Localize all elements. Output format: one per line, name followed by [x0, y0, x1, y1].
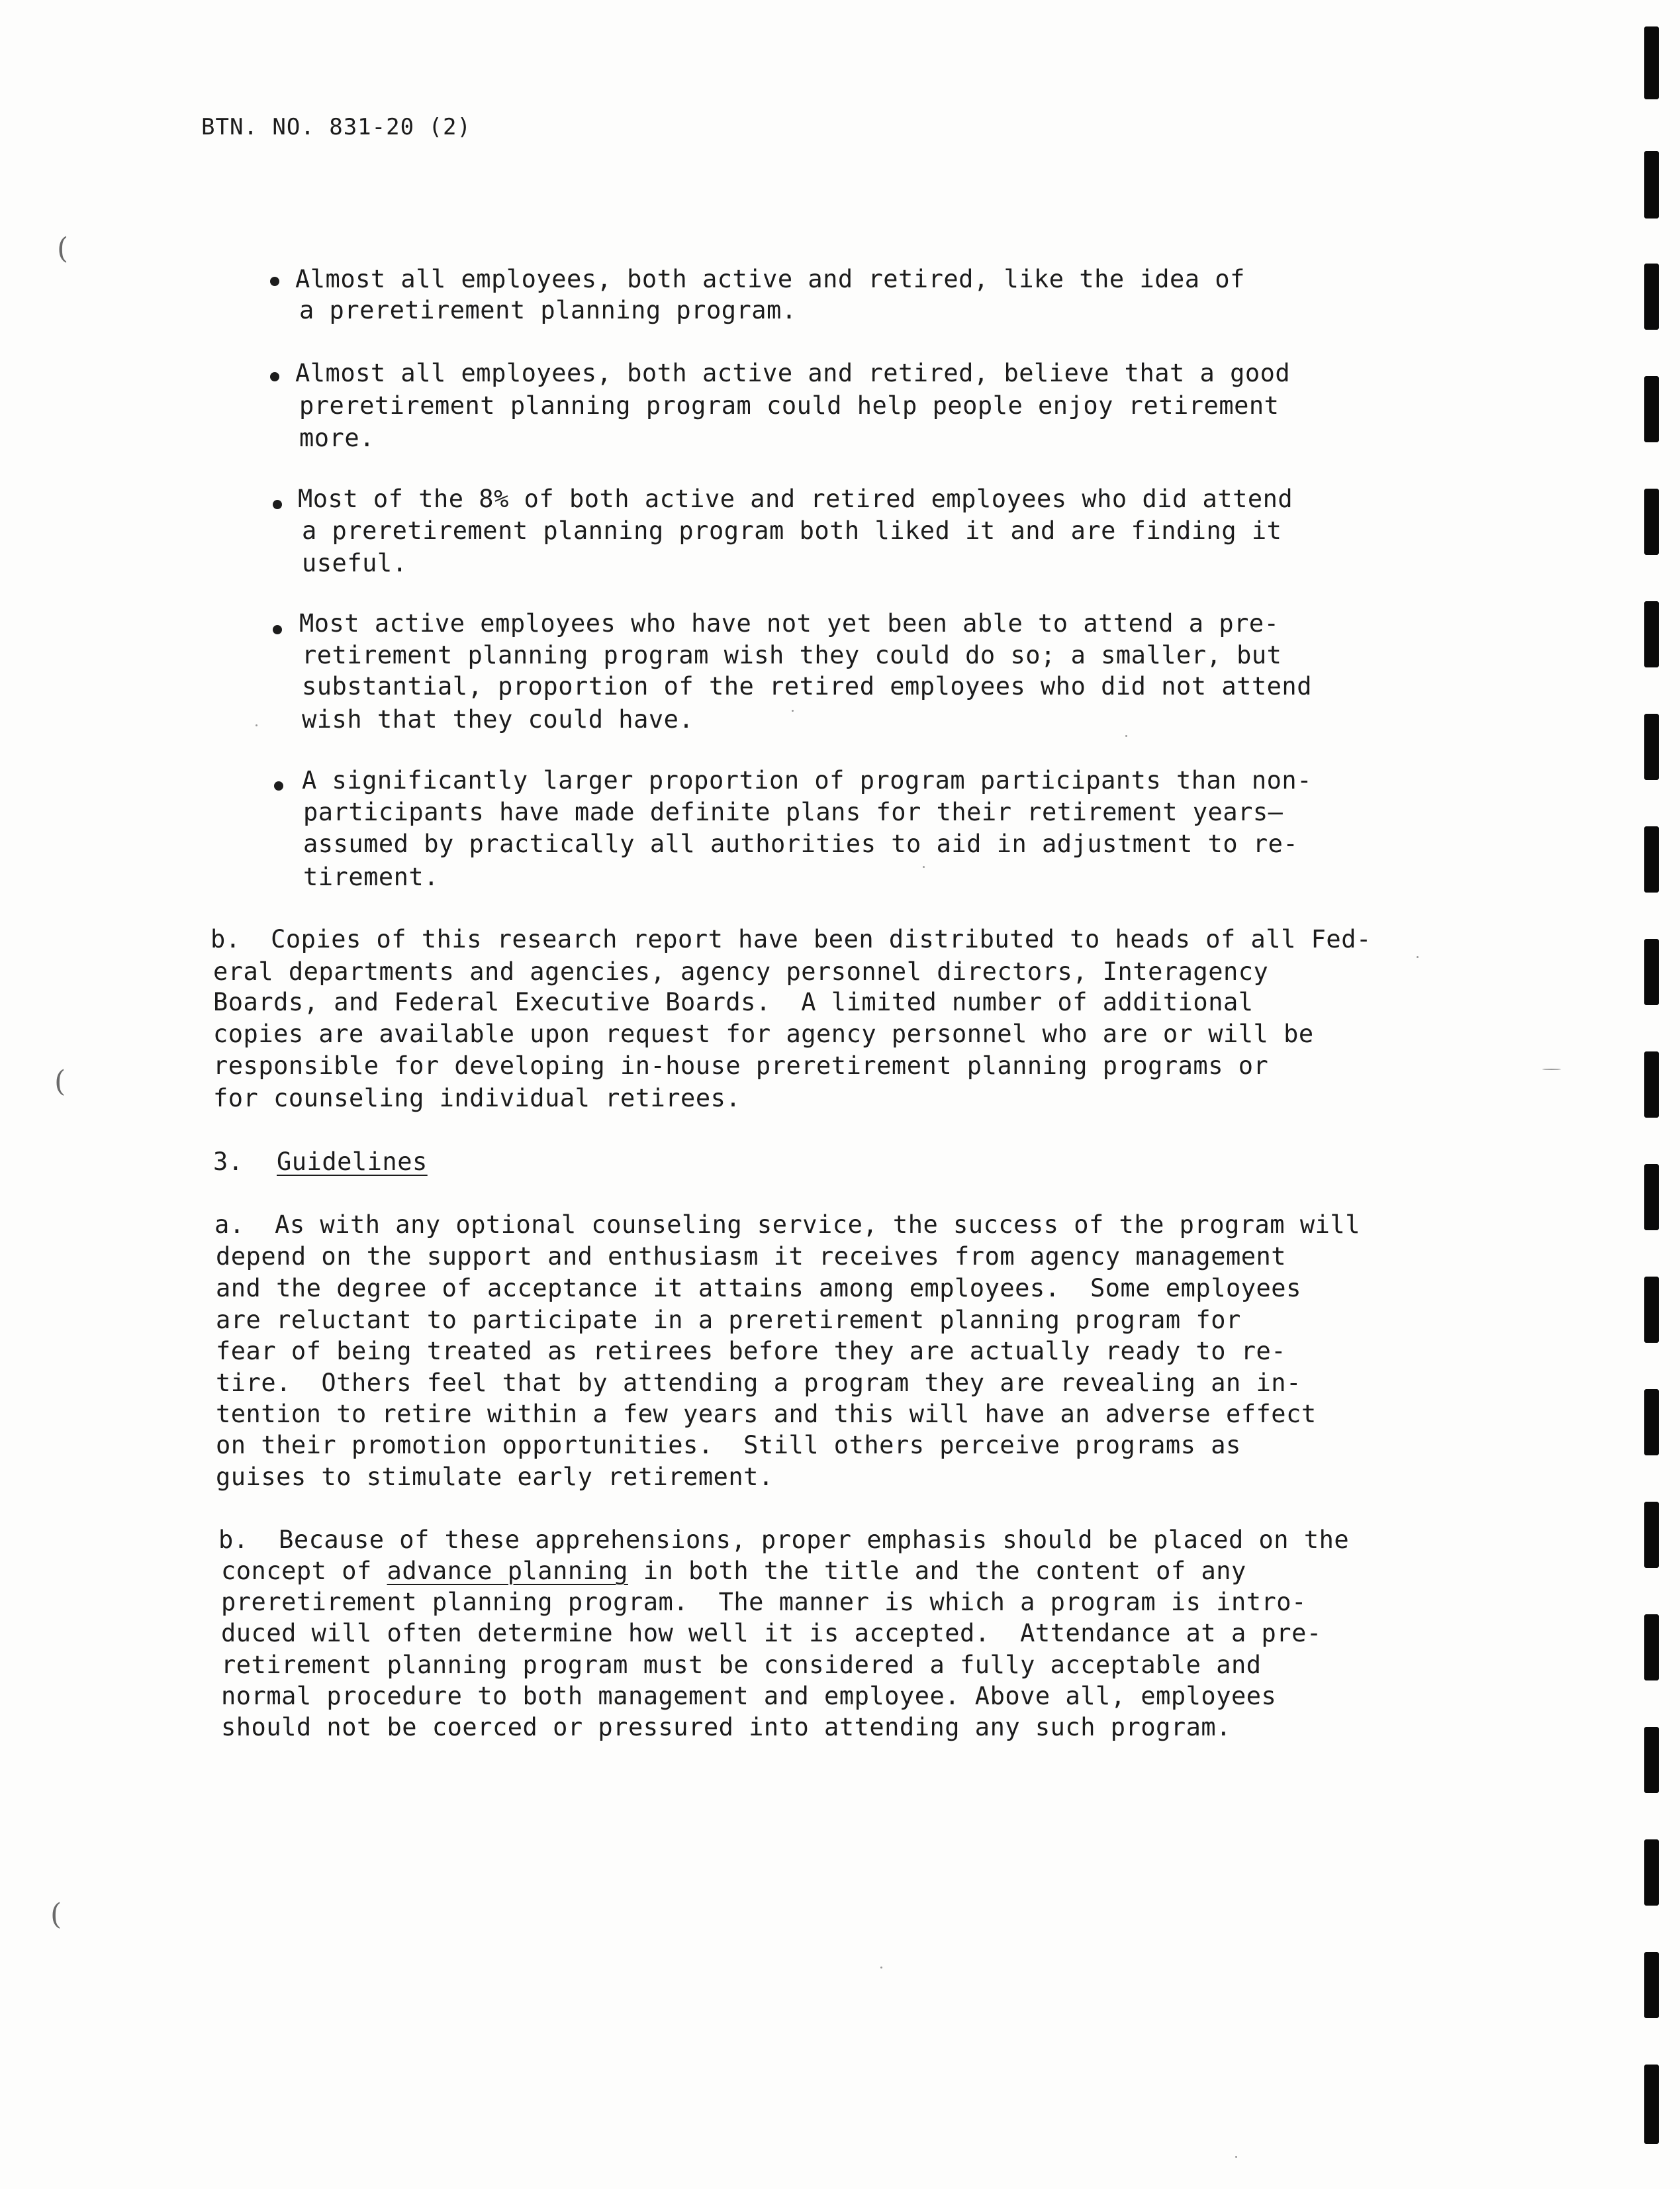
para-b-line-4: copies are available upon request for agency personnel who are or will be	[213, 1020, 1314, 1048]
bullet-2-line-3: more.	[299, 424, 375, 452]
bullet-4-line-4: wish that they could have.	[302, 705, 694, 734]
para-3b-line-3: preretirement planning program. The manner is which a program is intro-	[221, 1588, 1307, 1616]
section-title: Guidelines	[277, 1147, 428, 1176]
scan-speck	[1125, 735, 1127, 737]
scan-speck	[923, 866, 925, 868]
bullet-marker	[273, 625, 282, 634]
para-3a-line-1: a. As with any optional counseling service, the success of the program will	[214, 1210, 1360, 1239]
para-b-line-3: Boards, and Federal Executive Boards. A limited number of additional	[213, 988, 1254, 1016]
bullet-1-line-1: Almost all employees, both active and retired, like the idea of	[295, 265, 1245, 293]
binding-mark	[1644, 151, 1659, 219]
binding-mark	[1644, 939, 1659, 1005]
bullet-5-line-4: tirement.	[303, 863, 439, 891]
binding-mark	[1644, 826, 1659, 893]
bullet-1-line-2: a preretirement planning program.	[299, 296, 797, 324]
binding-mark	[1644, 264, 1659, 330]
bullet-4-line-2: retirement planning program wish they could do so; a smaller, but	[302, 641, 1282, 669]
punch-hole-shadow: (	[50, 1898, 62, 1931]
scan-speck	[792, 710, 794, 712]
advance-planning-emphasis: advance planning	[387, 1557, 628, 1585]
binding-mark	[1644, 1839, 1659, 1906]
para-3b-line-7: should not be coerced or pressured into attending any such program.	[221, 1713, 1231, 1741]
binding-mark	[1644, 1389, 1659, 1455]
bulletin-number: BTN. NO. 831-20 (2)	[201, 114, 471, 140]
binding-mark	[1644, 489, 1659, 555]
para-3b-line-1: b. Because of these apprehensions, proper emphasis should be placed on the	[218, 1526, 1350, 1554]
para-3b-line-6: normal procedure to both management and employee. Above all, employees	[221, 1682, 1277, 1710]
binding-mark	[1644, 1164, 1659, 1230]
para-b-line-2: eral departments and agencies, agency personnel directors, Interagency	[213, 957, 1269, 986]
binding-mark	[1644, 601, 1659, 667]
bullet-marker	[270, 277, 279, 286]
bullet-3-line-1: Most of the 8% of both active and retired employees who did attend	[298, 485, 1293, 513]
binding-mark	[1644, 1727, 1659, 1793]
para-3a-line-4: are reluctant to participate in a preretirement planning program for	[216, 1306, 1241, 1334]
binding-mark	[1644, 26, 1659, 99]
bullet-2-line-1: Almost all employees, both active and retired, believe that a good	[295, 359, 1291, 387]
binding-mark	[1644, 1952, 1659, 2018]
bullet-2-line-2: preretirement planning program could help people enjoy retirement	[299, 391, 1280, 420]
bullet-marker	[274, 781, 283, 791]
bullet-3-line-2: a preretirement planning program both liked it and are finding it	[302, 516, 1282, 545]
binding-mark	[1644, 1051, 1659, 1118]
para-3a-line-3: and the degree of acceptance it attains among employees. Some employees	[216, 1274, 1301, 1302]
scan-speck	[880, 1967, 882, 1969]
scan-speck	[1235, 2156, 1237, 2158]
bullet-marker	[270, 372, 279, 381]
binding-mark	[1644, 714, 1659, 780]
para-3b-line-2-start: concept of	[221, 1557, 387, 1585]
para-b-line-1: b. Copies of this research report have been distributed to heads of all Fed-	[210, 925, 1372, 953]
para-3b-line-2	[221, 1559, 1246, 1583]
binding-mark	[1644, 2065, 1659, 2144]
para-3b-line-5: retirement planning program must be considered a fully acceptable and	[221, 1651, 1262, 1679]
para-b-line-5: responsible for developing in-house preretirement planning programs or	[213, 1051, 1269, 1080]
scan-speck	[1417, 956, 1419, 958]
para-b-line-6: for counseling individual retirees.	[213, 1084, 741, 1112]
punch-hole-shadow: (	[57, 232, 69, 266]
scan-speck	[1542, 1069, 1561, 1070]
para-3a-line-2: depend on the support and enthusiasm it receives from agency management	[216, 1242, 1287, 1271]
bullet-5-line-2: participants have made definite plans for their retirement years—	[303, 798, 1283, 826]
punch-hole-shadow: (	[54, 1065, 66, 1098]
section-number: 3.	[213, 1147, 244, 1176]
binding-mark	[1644, 376, 1659, 442]
bullet-4-line-1: Most active employees who have not yet been able to attend a pre-	[299, 609, 1280, 638]
scan-speck	[256, 724, 257, 726]
binding-mark	[1644, 1502, 1659, 1568]
bullet-5-line-3: assumed by practically all authorities to aid in adjustment to re-	[303, 830, 1299, 858]
binding-mark	[1644, 1614, 1659, 1680]
binding-mark	[1644, 1277, 1659, 1343]
para-3a-line-9: guises to stimulate early retirement.	[216, 1463, 774, 1491]
para-3a-line-8: on their promotion opportunities. Still others perceive programs as	[216, 1431, 1241, 1459]
para-3a-line-5: fear of being treated as retirees before they are actually ready to re-	[216, 1337, 1287, 1365]
para-3a-line-6: tire. Others feel that by attending a program they are revealing an in-	[216, 1369, 1301, 1397]
bullet-5-line-1: A significantly larger proportion of program participants than non-	[302, 766, 1312, 795]
bullet-3-line-3: useful.	[302, 549, 408, 577]
para-3b-line-2-end: in both the title and the content of any	[628, 1557, 1246, 1585]
bullet-4-line-3: substantial, proportion of the retired employees who did not attend	[302, 672, 1312, 701]
para-3a-line-7: tention to retire within a few years and this will have an adverse effect	[216, 1400, 1317, 1428]
bullet-marker	[273, 500, 282, 509]
para-3b-line-4: duced will often determine how well it is accepted. Attendance at a pre-	[221, 1619, 1322, 1647]
